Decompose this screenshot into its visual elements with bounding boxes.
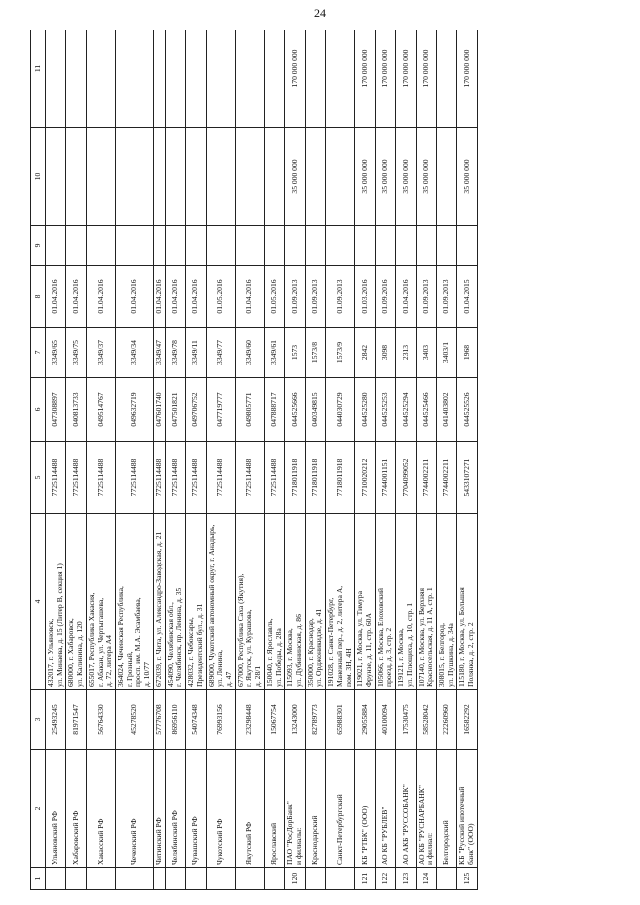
row-number: [86, 868, 115, 890]
column-header-8: 8: [31, 266, 46, 328]
bik-code: 047719777: [206, 378, 235, 442]
col-9: [355, 226, 375, 266]
amount-col-10: [305, 128, 325, 226]
registration-number: 3349/60: [235, 328, 264, 378]
row-number: [235, 868, 264, 890]
inn-code: 7704099052: [396, 442, 416, 514]
amount-col-11: [153, 30, 165, 128]
registration-number: 1968: [457, 328, 477, 378]
registration-number: 3403: [416, 328, 436, 378]
row-number: [437, 868, 457, 890]
amount-col-11: [186, 30, 206, 128]
header-row: [31, 30, 46, 890]
row-number: [46, 868, 66, 890]
rotated-table-frame: [30, 30, 630, 890]
inn-code: 7725114488: [206, 442, 235, 514]
bik-code: 040349815: [305, 378, 325, 442]
table-row: [186, 30, 206, 890]
amount-col-11: [86, 30, 115, 128]
okpo-code: 15067754: [264, 690, 284, 750]
address: 308015, г. Белгород, ул. Пушкина, д. 34а: [437, 514, 457, 690]
table-row: [375, 30, 395, 890]
col-9: [153, 226, 165, 266]
table-row: [66, 30, 86, 890]
address: 432017, г. Ульяновск, ул. Минаева, д. 15 (Литер В, секция 1): [46, 514, 66, 690]
registration-number: 3349/34: [116, 328, 154, 378]
bik-code: 040813733: [66, 378, 86, 442]
address: 115093, г. Москва, ул. Дубининская, д. 86: [285, 514, 305, 690]
bank-name: Краснодарский: [305, 750, 325, 868]
bank-name: Ульяновский РФ: [46, 750, 66, 868]
address: 119121, г. Москва, ул. Плющиха, д. 10, стр. 1: [396, 514, 416, 690]
table-row: [86, 30, 115, 890]
amount-col-11: [206, 30, 235, 128]
table-row: [457, 30, 477, 890]
address: 655017, Республика Хакасия, г. Абакан, ул. Чертыгашева, д. 72, литера А4: [86, 514, 115, 690]
amount-col-10: [437, 128, 457, 226]
amount-col-10: 35 000 000: [457, 128, 477, 226]
bank-name: АО КБ "РУСНАРБАНК" и филиал:: [416, 750, 436, 868]
registration-number: 3098: [375, 328, 395, 378]
col-9: [186, 226, 206, 266]
amount-col-10: [116, 128, 154, 226]
registration-number: 3349/37: [86, 328, 115, 378]
row-number: [186, 868, 206, 890]
amount-col-11: [264, 30, 284, 128]
amount-col-11: 170 000 000: [375, 30, 395, 128]
inn-code: 7725114488: [86, 442, 115, 514]
okpo-code: 81971547: [66, 690, 86, 750]
address: 191028, г. Санкт-Петербург, Манежный пер., д. 2, литера А, пом. 3Н, 4Н: [326, 514, 355, 690]
column-header-7: 7: [31, 328, 46, 378]
inn-code: 7744002211: [416, 442, 436, 514]
table-row: [285, 30, 305, 890]
license-date: 01.04.2016: [235, 266, 264, 328]
address: 672039, г. Чита, ул. Александро-Заводская, д. 21: [153, 514, 165, 690]
amount-col-11: [46, 30, 66, 128]
amount-col-10: [153, 128, 165, 226]
table-row: [264, 30, 284, 890]
okpo-code: 65988301: [326, 690, 355, 750]
inn-code: 7710020212: [355, 442, 375, 514]
bik-code: 044525294: [396, 378, 416, 442]
okpo-code: 22260960: [437, 690, 457, 750]
okpo-code: 57776708: [153, 690, 165, 750]
col-9: [416, 226, 436, 266]
row-number: 125: [457, 868, 477, 890]
col-9: [66, 226, 86, 266]
inn-code: 7744002211: [437, 442, 457, 514]
bik-code: 044525526: [457, 378, 477, 442]
bank-name: Санкт-Петербургский: [326, 750, 355, 868]
address: 364024, Чеченская Республика, г. Грозный, просп. им. М.А. Эсамбаева, д. 10/77: [116, 514, 154, 690]
row-number: 123: [396, 868, 416, 890]
col-9: [326, 226, 355, 266]
amount-col-10: [66, 128, 86, 226]
column-header-1: 1: [31, 868, 46, 890]
column-header-11: 11: [31, 30, 46, 128]
bank-name: Чукотский РФ: [206, 750, 235, 868]
address: 115180, г. Москва, ул. Большая Полянка, д. 2, стр. 2: [457, 514, 477, 690]
bank-name: Читинский РФ: [153, 750, 165, 868]
table-row: [116, 30, 154, 890]
okpo-code: 29055884: [355, 690, 375, 750]
okpo-code: 13243000: [285, 690, 305, 750]
amount-col-11: [437, 30, 457, 128]
license-date: 01.04.2016: [165, 266, 185, 328]
license-date: 01.04.2016: [153, 266, 165, 328]
amount-col-11: [326, 30, 355, 128]
col-9: [206, 226, 235, 266]
bik-code: 044525253: [375, 378, 395, 442]
registration-number: 3349/75: [66, 328, 86, 378]
okpo-code: 76993156: [206, 690, 235, 750]
bik-code: 047888717: [264, 378, 284, 442]
address: 350000, г. Краснодар, ул. Орджоникидзе, д. 41: [305, 514, 325, 690]
table-row: [416, 30, 436, 890]
okpo-code: 17530475: [396, 690, 416, 750]
amount-col-11: 170 000 000: [457, 30, 477, 128]
column-header-5: 5: [31, 442, 46, 514]
bik-code: 044525466: [416, 378, 436, 442]
registration-number: 3349/78: [165, 328, 185, 378]
address: 107140, г. Москва, ул. Верхняя Красносельская, д. 11 А, стр. 1: [416, 514, 436, 690]
amount-col-10: [264, 128, 284, 226]
row-number: [165, 868, 185, 890]
col-9: [457, 226, 477, 266]
bik-code: 041403802: [437, 378, 457, 442]
row-number: [305, 868, 325, 890]
table-row: [396, 30, 416, 890]
row-number: 122: [375, 868, 395, 890]
okpo-code: 82789773: [305, 690, 325, 750]
bank-name: КБ "Русский ипотечный банк" (ООО): [457, 750, 477, 868]
amount-col-11: [305, 30, 325, 128]
license-date: 01.09.2013: [305, 266, 325, 328]
bank-name: Белгородский: [437, 750, 457, 868]
amount-col-11: 170 000 000: [355, 30, 375, 128]
okpo-code: 45278520: [116, 690, 154, 750]
address: 119021, г. Москва, ул. Тимура Фрунзе, д. 11, стр. 60А: [355, 514, 375, 690]
amount-col-10: [326, 128, 355, 226]
inn-code: 7725114488: [66, 442, 86, 514]
amount-col-10: [186, 128, 206, 226]
table-row: [165, 30, 185, 890]
bank-name: Хабаровский РФ: [66, 750, 86, 868]
table-row: [46, 30, 66, 890]
license-date: 01.04.2016: [46, 266, 66, 328]
bik-code: 047601740: [153, 378, 165, 442]
amount-col-10: 35 000 000: [375, 128, 395, 226]
registration-number: 1573/8: [305, 328, 325, 378]
bik-code: 044525666: [285, 378, 305, 442]
row-number: [66, 868, 86, 890]
amount-col-11: [66, 30, 86, 128]
inn-code: 7744001151: [375, 442, 395, 514]
bank-name: Хакасский РФ: [86, 750, 115, 868]
amount-col-10: 35 000 000: [396, 128, 416, 226]
table-body: [46, 30, 478, 890]
table-row: [206, 30, 235, 890]
bik-code: 044030729: [326, 378, 355, 442]
address: 454090, Челябинская обл., г. Челябинск, пр. Ленина, д. 35: [165, 514, 185, 690]
amount-col-11: [116, 30, 154, 128]
license-date: 01.09.2016: [375, 266, 395, 328]
column-header-2: 2: [31, 750, 46, 868]
bank-name: АО АКБ "РУССОБАНК": [396, 750, 416, 868]
registration-number: 3403/1: [437, 328, 457, 378]
okpo-code: 86956110: [165, 690, 185, 750]
table-row: [305, 30, 325, 890]
bank-name: Чеченский РФ: [116, 750, 154, 868]
bank-name: Якутский РФ: [235, 750, 264, 868]
inn-code: 7725114488: [264, 442, 284, 514]
table-row: [437, 30, 457, 890]
column-header-6: 6: [31, 378, 46, 442]
amount-col-11: 170 000 000: [285, 30, 305, 128]
col-9: [116, 226, 154, 266]
address: 689000, Чукотский автономный округ, г. Анадырь, ул. Ленина, д. 47: [206, 514, 235, 690]
registration-number: 3349/65: [46, 328, 66, 378]
row-number: [116, 868, 154, 890]
license-date: 01.05.2016: [264, 266, 284, 328]
column-header-4: 4: [31, 514, 46, 690]
inn-code: 5433107271: [457, 442, 477, 514]
bank-name: КБ "РТБК" (ООО): [355, 750, 375, 868]
col-9: [235, 226, 264, 266]
inn-code: 7718011918: [326, 442, 355, 514]
registration-number: 1573: [285, 328, 305, 378]
amount-col-10: [165, 128, 185, 226]
bik-code: 049514767: [86, 378, 115, 442]
bik-code: 047308897: [46, 378, 66, 442]
col-9: [46, 226, 66, 266]
license-date: 01.09.2013: [416, 266, 436, 328]
bank-name: ПАО "РосДорБанк" и филиалы:: [285, 750, 305, 868]
bank-name: Челябинский РФ: [165, 750, 185, 868]
license-date: 01.04.2016: [396, 266, 416, 328]
license-date: 01.03.2016: [355, 266, 375, 328]
col-9: [86, 226, 115, 266]
table-row: [355, 30, 375, 890]
okpo-code: 25493245: [46, 690, 66, 750]
row-number: [326, 868, 355, 890]
bik-code: 049805771: [235, 378, 264, 442]
col-9: [396, 226, 416, 266]
okpo-code: 23298448: [235, 690, 264, 750]
inn-code: 7725114488: [46, 442, 66, 514]
registration-number: 3349/61: [264, 328, 284, 378]
amount-col-10: 35 000 000: [285, 128, 305, 226]
registration-number: 2842: [355, 328, 375, 378]
license-date: 01.05.2016: [206, 266, 235, 328]
registration-number: 1573/9: [326, 328, 355, 378]
bik-code: 044525280: [355, 378, 375, 442]
inn-code: 7718011918: [285, 442, 305, 514]
col-9: [305, 226, 325, 266]
row-number: 124: [416, 868, 436, 890]
license-date: 01.04.2016: [186, 266, 206, 328]
page-number: 24: [314, 6, 326, 20]
amount-col-11: 170 000 000: [396, 30, 416, 128]
okpo-code: 16582292: [457, 690, 477, 750]
amount-col-11: 170 000 000: [416, 30, 436, 128]
column-header-9: 9: [31, 226, 46, 266]
amount-col-10: 35 000 000: [416, 128, 436, 226]
bik-code: 049706752: [186, 378, 206, 442]
bik-code: 049632719: [116, 378, 154, 442]
inn-code: 7725114488: [235, 442, 264, 514]
address: 428032, г. Чебоксары, Президентский бул., д. 31: [186, 514, 206, 690]
row-number: [153, 868, 165, 890]
col-9: [375, 226, 395, 266]
col-9: [437, 226, 457, 266]
bank-registry-table: [30, 30, 478, 890]
inn-code: 7725114488: [153, 442, 165, 514]
col-9: [285, 226, 305, 266]
address: 150040, г. Ярославль, ул. Победы, д. 28а: [264, 514, 284, 690]
license-date: 01.09.2013: [437, 266, 457, 328]
okpo-code: 54074348: [186, 690, 206, 750]
license-date: 01.04.2016: [86, 266, 115, 328]
license-date: 01.09.2013: [285, 266, 305, 328]
table-row: [235, 30, 264, 890]
amount-col-11: [165, 30, 185, 128]
okpo-code: 56764330: [86, 690, 115, 750]
license-date: 01.04.2016: [66, 266, 86, 328]
amount-col-10: [206, 128, 235, 226]
amount-col-11: [235, 30, 264, 128]
amount-col-10: [235, 128, 264, 226]
inn-code: 7725114488: [116, 442, 154, 514]
address: 680000, г. Хабаровск, ул. Калинина, д. 120: [66, 514, 86, 690]
address: 105066, г. Москва, Елоховский проезд, д. 3, стр. 2: [375, 514, 395, 690]
address: 677000, Республика Саха (Якутия), г. Якутск, ул. Курашова, д. 28/1: [235, 514, 264, 690]
table-container: [30, 30, 630, 890]
table-row: [153, 30, 165, 890]
row-number: [264, 868, 284, 890]
registration-number: 3349/11: [186, 328, 206, 378]
license-date: 01.04.2016: [116, 266, 154, 328]
row-number: 120: [285, 868, 305, 890]
row-number: 121: [355, 868, 375, 890]
license-date: 01.04.2015: [457, 266, 477, 328]
registration-number: 2313: [396, 328, 416, 378]
bank-name: Ярославский: [264, 750, 284, 868]
bank-name: Чувашский РФ: [186, 750, 206, 868]
table-row: [326, 30, 355, 890]
amount-col-10: 35 000 000: [355, 128, 375, 226]
col-9: [165, 226, 185, 266]
license-date: 01.09.2013: [326, 266, 355, 328]
col-9: [264, 226, 284, 266]
bik-code: 047501821: [165, 378, 185, 442]
amount-col-10: [46, 128, 66, 226]
okpo-code: 40100094: [375, 690, 395, 750]
column-header-10: 10: [31, 128, 46, 226]
registration-number: 3349/77: [206, 328, 235, 378]
row-number: [206, 868, 235, 890]
okpo-code: 58528042: [416, 690, 436, 750]
column-header-3: 3: [31, 690, 46, 750]
bank-name: АО КБ "РУБЛЕВ": [375, 750, 395, 868]
inn-code: 7725114488: [186, 442, 206, 514]
inn-code: 7725114488: [165, 442, 185, 514]
amount-col-10: [86, 128, 115, 226]
registration-number: 3349/47: [153, 328, 165, 378]
inn-code: 7718011918: [305, 442, 325, 514]
